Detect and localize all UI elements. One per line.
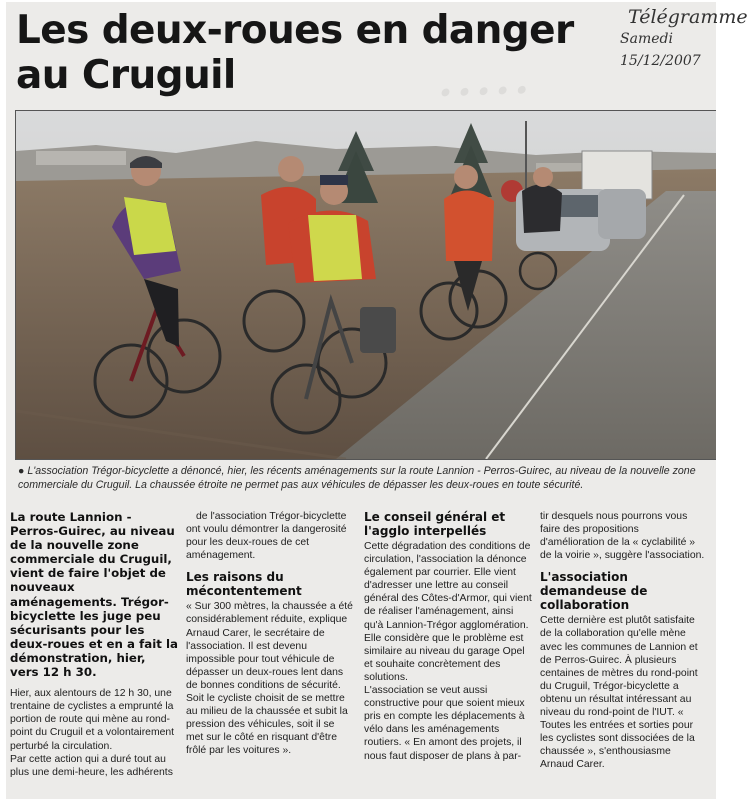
- subheading-mecontentement: Les raisons du mécontentement: [186, 570, 302, 599]
- column-1-paragraph-1: Hier, aux alentours de 12 h 30, une trentaine de cyclistes a emprunté la portion de route qui mène au rond-point du Cruguil et a volontairement perturbé la circulation.: [10, 688, 175, 752]
- column-4-paragraph-2: Cette dernière est plutôt satisfaite de la collaboration qu'elle mène avec les communes de Lannion et de Perros-Guirec. À plusieurs centaines de mètres du rond-point du Cruguil, Trégor-bicyclette a obtenu un résultat intéressant au niveau du rond-point de l'IUT. « Toutes les entrées et sorties pour les cyclistes sont dissociées de la chaussée », s'enthousiasme Arnaud Carer.: [540, 615, 698, 771]
- article-column-2: [186, 510, 354, 758]
- headline-line-2: au Cruguil: [16, 53, 236, 98]
- headline: [16, 8, 574, 98]
- date-signature: Samedi 15/12/2007: [620, 31, 701, 69]
- cyclists-photo: [15, 110, 716, 460]
- article-column-3: [364, 510, 532, 763]
- article-column-4: [540, 510, 706, 772]
- column-1-paragraph-2: Par cette action qui a duré tout au plus une demi-heure, les adhérents: [10, 753, 173, 778]
- headline-line-1: Les deux-roues en danger: [16, 8, 574, 53]
- column-4-paragraph-1: tir desquels nous pourrons vous faire des propositions d'amélioration de la « cyclabilité » de la voirie », suggère l'association.: [540, 511, 705, 562]
- column-2-paragraph-2: « Sur 300 mètres, la chaussée a été considérablement réduite, explique Arnaud Carer, le secrétaire de l'association. Il est devenu impossible pour tout véhicule de dépasser un deux-roues lent dans de bonnes conditions de sécurité. Soit le cycliste choisit de se mettre au milieu de la chaussée et subit la pression des véhicules, soit il se met sur le côté en risquant d'être frôlé par les voitures ».: [186, 601, 353, 757]
- article-column-1: [10, 510, 178, 779]
- source-signature: Télégramme: [628, 6, 748, 28]
- newspaper-clipping: [6, 2, 716, 799]
- handwritten-source-date: [620, 6, 750, 72]
- article-lead: La route Lannion - Perros-Guirec, au niveau de la nouvelle zone commerciale du Cruguil, vient de faire l'objet de nouveaux aménagements. Trégor-bicyclette les juge peu sécurisants pour les deux-roues et en a fait la démonstration, hier, vers 12 h 30.: [10, 510, 179, 680]
- column-2-paragraph-1: de l'association Trégor-bicyclette ont voulu démontrer la dangerosité pour les deux-roues de cet aménagement.: [186, 511, 347, 562]
- bleed-through-text: ·····: [434, 55, 533, 129]
- column-3-paragraph-2: L'association se veut aussi constructive pour que soient mieux pris en compte les déplacements à vélo dans les aménagements routiers. « En amont des projets, il nous faut disposer de plans à par-: [364, 685, 525, 762]
- photo-caption: ● L'association Trégor-bicyclette a dénoncé, hier, les récents aménagements sur la route Lannion - Perros-Guirec, au niveau de la nouvelle zone commerciale du Cruguil. La chaussée étroite ne permet pas aux véhicules de dépasser les deux-roues en toute sécurité.: [18, 465, 696, 491]
- column-3-paragraph-1: Cette dégradation des conditions de circulation, l'association la dénonce également par courrier. Elle vient d'adresser une lettre au conseil général des Côtes-d'Armor, qui vient de réaliser l'aménagement, ainsi qu'à Lannion-Trégor agglomération. Elle considère que le problème est similaire au niveau du garage Opel et souhaite concrètement des solutions.: [364, 541, 532, 683]
- subheading-collaboration: L'association demandeuse de collaboration: [540, 570, 648, 613]
- subheading-conseil-general: Le conseil général et l'agglo interpellés: [364, 510, 506, 538]
